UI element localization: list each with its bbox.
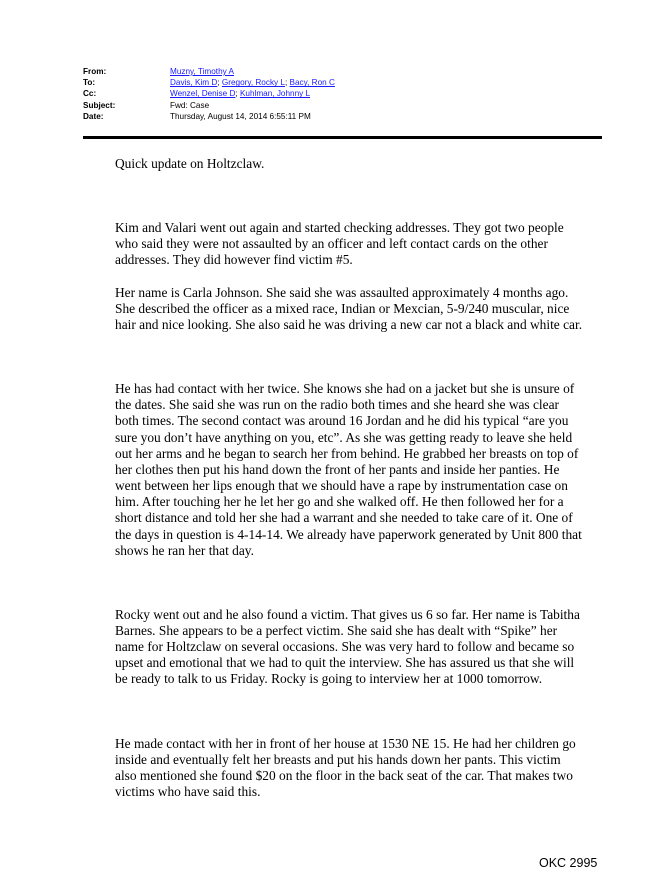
date-row: [83, 111, 603, 122]
email-body: [115, 156, 585, 800]
to-row: To: Davis, Kim D; Gregory, Rocky L; Bacy, Ron C: [83, 78, 335, 88]
cc-link-wenzel[interactable]: Wenzel, Denise D: [170, 89, 236, 99]
to-label: To:: [83, 78, 96, 88]
page-stamp: OKC 2995: [539, 856, 598, 870]
cc-label: Cc:: [83, 89, 97, 99]
body-paragraph-4: He has had contact with her twice. She knows she had on a jacket but she is unsure of the dates. She said she was run on the radio both times and she heard she was clear both times. The second contact was around 16 Jordan and he did his typical “are you sure you don’t have anything on you, etc”. As she was getting ready to leave she held out her arms and he began to search her from behind. He grabbed her breasts on top of her clothes then put his hand down the front of her pants and inside her panties. He went between her lips enough that we should have a rape by instrumentation case on him. After touching her he let her go and she walked off. He then followed her for a short distance and told her she had a warrant and she needed to take care of it. One of the days in question is 4-14-14. We already have paperwork generated by Unit 800 that shows he ran her that day.: [115, 381, 582, 558]
subject-row: [83, 100, 603, 111]
from-link[interactable]: Muzny, Timothy A: [170, 67, 235, 76]
cc-row: Cc: Wenzel, Denise D; Kuhlman, Johnny L: [83, 89, 311, 99]
email-header: [83, 66, 603, 122]
body-paragraph-6: He made contact with her in front of her house at 1530 NE 15. He had her children go inside and eventually felt her breasts and put his hands down her pants. This victim also mentioned she found $20 on the floor in the back seat of the car. That makes two victims who have said this.: [115, 735, 576, 800]
date-label: Date:: [83, 111, 104, 121]
body-paragraph-1: Quick update on Holtzclaw.: [115, 156, 265, 171]
body-paragraph-2: Kim and Valari went out again and started checking addresses. They got two people who said they were not assaulted by an officer and left contact cards on the other addresses. They did however find victim #5.: [115, 220, 564, 268]
subject-value: Fwd: Case: [170, 100, 210, 110]
from-label: From:: [83, 67, 107, 76]
body-paragraph-5: Rocky went out and he also found a victim. That gives us 6 so far. Her name is Tabitha Barnes. She appears to be a perfect victim. She said she has dealt with “Spike” her name for Holtzclaw on several occasions. She was very hard to follow and became so upset and emotional that we had to quit the interview. She has assured us that she will be ready to talk to us Friday. Rocky is going to interview her at 1000 tomorrow.: [115, 606, 580, 687]
to-link-davis[interactable]: Davis, Kim D: [170, 78, 218, 88]
header-divider: [83, 136, 602, 139]
cc-link-kuhlman[interactable]: Kuhlman, Johnny L: [239, 89, 311, 99]
to-link-bacy[interactable]: Bacy, Ron C: [289, 78, 335, 88]
to-link-gregory[interactable]: Gregory, Rocky L: [221, 78, 285, 88]
subject-label: Subject:: [83, 100, 116, 110]
date-value: Thursday, August 14, 2014 6:55:11 PM: [170, 111, 311, 121]
from-row: [83, 66, 603, 77]
body-paragraph-3: Her name is Carla Johnson. She said she was assaulted approximately 4 months ago. She described the officer as a mixed race, Indian or Mexcian, 5-9/240 muscular, nice hair and nice looking. She also said he was driving a new car not a black and white car.: [115, 284, 583, 332]
